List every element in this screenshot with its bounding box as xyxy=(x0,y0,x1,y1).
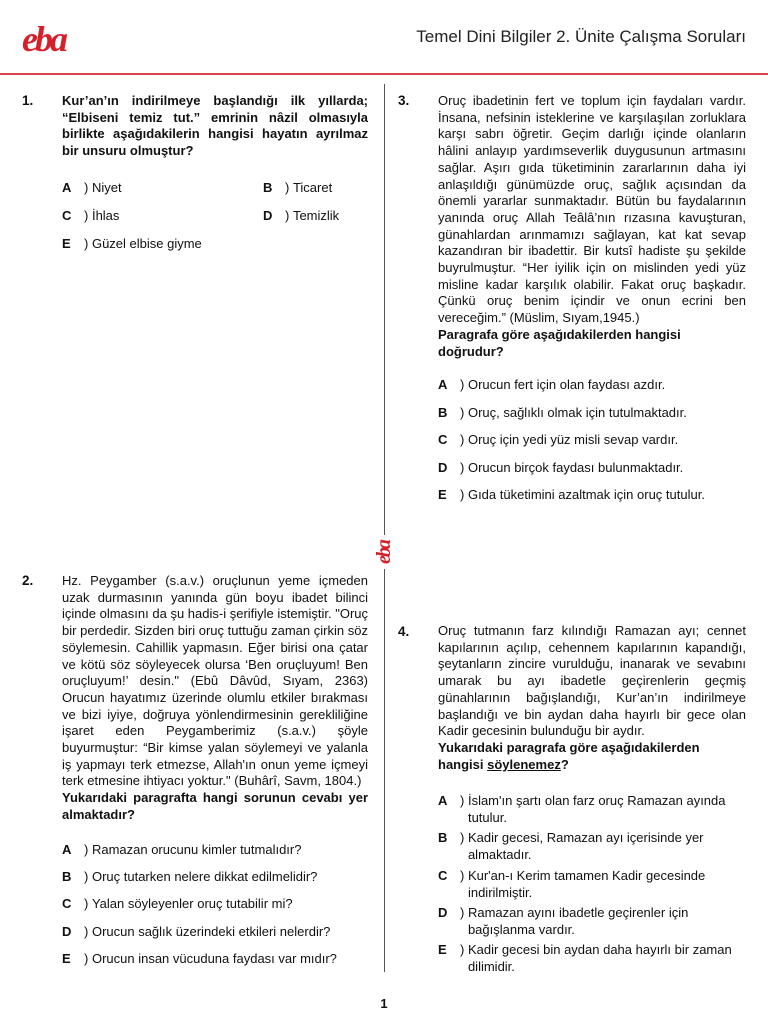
option-e[interactable]: E ) Güzel elbise giyme xyxy=(62,236,202,251)
page-number: 1 xyxy=(380,996,388,1011)
question-number: 1. xyxy=(22,93,34,108)
option-b[interactable]: B ) Oruç tutarken nelere dikkat edilmelidir? xyxy=(62,869,318,884)
eba-watermark-logo: eba xyxy=(371,535,397,569)
option-d[interactable]: D ) Ramazan ayını ibadetle geçirenler için bağışlanma vardır. xyxy=(438,905,689,937)
option-c[interactable]: C ) Kur'an-ı Kerim tamamen Kadir gecesinde indirilmiştir. xyxy=(438,868,706,900)
option-d[interactable]: D ) Temizlik xyxy=(263,208,340,223)
option-d[interactable]: D ) Orucun sağlık üzerindeki etkileri nelerdir? xyxy=(62,924,331,939)
option-d[interactable]: D ) Orucun birçok faydası bulunmaktadır. xyxy=(438,460,684,475)
question-4 xyxy=(438,623,746,773)
option-a[interactable]: A ) Niyet xyxy=(62,180,122,195)
question-1 xyxy=(62,93,368,160)
header-divider xyxy=(0,73,768,75)
question-stem: Hz. Peygamber (s.a.v.) oruçlunun yeme içmeden uzak durmasının yanında gün boyu ibadet bilinci içinde olmasını da şu hadis-i şerifiyle istemiştir. "Oruç bir perdedir. Sizden biri oruç tuttuğu zaman çirkin söz söylemesin. Cahillik yapmasın. Eğer birisi ona çatar ve kötü söz söyleyecek olursa ‘Ben oruçluyum! Ben oruçluyum!’ desin." (Ebû Dâvûd, Sıyam, 2363) Orucun hayatımız üzerinde olumlu etkiler bırakması ve bizi iyiye, doğruya yönlendirmesinin gerekliliğine işaret eden Peygamberimiz (s.a.v.) şöyle buyurmuştur: “Bir kimse yalan söylemeyi ve yalanla iş yapmayı terk etmezse, Allah'ın onun yeme içmeyi terk etmesine ihtiyacı yoktur." (Buhârî, Savm, 1804.) xyxy=(62,573,368,789)
page-title: Temel Dini Bilgiler 2. Ünite Çalışma Soruları xyxy=(416,27,746,46)
column-divider xyxy=(384,84,385,972)
option-c[interactable]: C ) Oruç için yedi yüz misli sevap vardır. xyxy=(438,432,679,447)
option-a[interactable]: A ) İslam'ın şartı olan farz oruç Ramazan ayında tutulur. xyxy=(438,793,726,825)
question-3 xyxy=(438,93,746,360)
option-b[interactable]: B ) Oruç, sağlıklı olmak için tutulmaktadır. xyxy=(438,405,687,420)
option-a[interactable]: A ) Ramazan orucunu kimler tutmalıdır? xyxy=(62,842,302,857)
option-e[interactable]: E ) Orucun insan vücuduna faydası var mıdır? xyxy=(62,951,337,966)
question-number: 3. xyxy=(398,93,410,108)
option-a[interactable]: A ) Orucun fert için olan faydası azdır. xyxy=(438,377,666,392)
option-c[interactable]: C ) Yalan söyleyenler oruç tutabilir mi? xyxy=(62,896,293,911)
question-prompt: Yukarıdaki paragrafa göre aşağıdakilerden hangisi söylenemez? xyxy=(438,739,700,772)
question-stem: Oruç ibadetinin fert ve toplum için faydaları vardır. İnsana, nefsinin isteklerine ve karşılaşılan zorluklara karşı sabrı öğretir. Geçim darlığı içinde olanların hâlini anlayıp yardımseverlik duygusunun artmasını sağlar. Aşırı gıda tüketiminin zararlarının daha iyi anlaşıldığı günümüzde oruç, sağlık açısından da önemli yararlar sunmaktadır. Bütün bu faydalarının yanında oruç Allah Teâlâ’nın rızasına kavuşturan, günahlardan arınmamızı sağlayan, kat kat sevap kazandıran bir ibadettir. Bir kutsî hadiste şu şekilde buyrulmuştur. “Her iyilik için on mislinden yedi yüz misline kadar karşılık olabilir. Fakat oruç başkadır. Çünkü oruç benim içindir ve onun ecrini ben vereceğim.” (Müslim, Sıyam,1945.) xyxy=(438,93,746,326)
emphasis-word: söylenemez xyxy=(487,756,561,772)
question-2 xyxy=(62,573,368,824)
question-prompt: Paragrafa göre aşağıdakilerden hangisi doğrudur? xyxy=(438,326,681,359)
question-stem: Oruç tutmanın farz kılındığı Ramazan ayı; cennet kapılarının açılıp, cehennem kapılarının kapandığı, şeytanların zincire vurulduğu, inanarak ve sevabını umarak bu ayı ibadetle geçirenlerin geçmiş günahlarının bağışlandığı, Kur’an’ın indirilmeye başlandığı ve bin aydan daha hayırlı bir gece olan Kadir gecesinin bulunduğu bir aydır. xyxy=(438,623,746,739)
question-prompt: Kur’an’ın indirilmeye başlandığı ilk yıllarda; “Elbiseni temiz tut.” emrinin nâzil olmasıyla birlikte aşağıdakilerin hangisi hayatın ayrılmaz bir unsuru olmuştur? xyxy=(62,93,368,159)
option-b[interactable]: B ) Kadir gecesi, Ramazan ayı içerisinde yer almaktadır. xyxy=(438,830,704,862)
eba-logo: eba xyxy=(22,19,65,59)
question-number: 2. xyxy=(22,573,34,588)
question-number: 4. xyxy=(398,624,410,639)
option-c[interactable]: C ) İhlas xyxy=(62,208,120,223)
option-b[interactable]: B ) Ticaret xyxy=(263,180,333,195)
option-e[interactable]: E ) Kadir gecesi bin aydan daha hayırlı bir zaman dilimidir. xyxy=(438,942,732,974)
option-e[interactable]: E ) Gıda tüketimini azaltmak için oruç tutulur. xyxy=(438,487,705,502)
question-prompt: Yukarıdaki paragrafta hangi sorunun cevabı yer almaktadır? xyxy=(62,790,368,822)
